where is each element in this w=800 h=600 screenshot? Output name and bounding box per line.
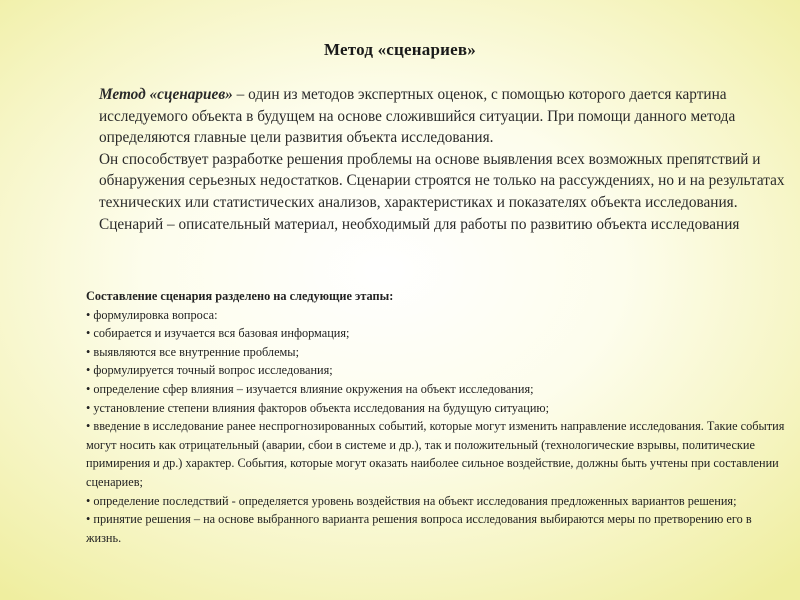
bullet-icon: •	[86, 326, 91, 341]
stage-text: определение последствий - определяется уровень воздействия на объект исследования предложенных вариантов решения;	[93, 493, 737, 508]
stage-item	[86, 324, 786, 343]
slide-title: Метод «сценариев»	[324, 40, 476, 59]
bullet-icon: •	[86, 363, 91, 378]
stage-item	[86, 361, 786, 380]
stage-text: формулировка вопроса:	[93, 307, 218, 322]
definition-text: – один из методов экспертных оценок, с помощью которого дается картина исследуемого объекта в будущем на основе сложившийся ситуации. При помощи данного метода определяются главные цели развития объекта исследования.	[99, 86, 736, 147]
stage-text: определение сфер влияния – изучается влияние окружения на объект исследования;	[93, 381, 534, 396]
stages-heading: Составление сценария разделено на следующие этапы:	[86, 289, 394, 303]
stages-block	[86, 287, 786, 547]
bullet-icon: •	[86, 381, 91, 396]
bullet-icon: •	[86, 400, 91, 415]
bullet-icon: •	[86, 419, 91, 434]
definition-paragraph-1	[99, 84, 789, 149]
bullet-icon: •	[86, 307, 91, 322]
definition-paragraph-3: Сценарий – описательный материал, необходимый для работы по развитию объекта исследования	[99, 215, 740, 233]
stage-item	[86, 306, 786, 325]
bullet-icon: •	[86, 512, 91, 527]
stage-text: формулируется точный вопрос исследования;	[93, 363, 333, 378]
definition-paragraph-2: Он способствует разработке решения проблемы на основе выявления всех возможных препятствий и обнаружения серьезных недостатков. Сценарии строятся не только на рассуждениях, но и на результатах технических или статистических анализов, характеристиках и показателях объекта исследования.	[99, 150, 785, 211]
stage-text: введение в исследование ранее неспрогнозированных событий, которые могут изменить направление исследования. Такие события могут носить как отрицательный (аварии, сбои в системе и др.), так и положительный (технологические взрывы, политические примирения и др.) характер. События, которые могут оказать наиболее сильное воздействие, должны быть учтены при составлении сценариев;	[86, 419, 785, 489]
stage-item	[86, 399, 786, 418]
definition-block	[99, 84, 789, 235]
stage-text: собирается и изучается вся базовая информация;	[93, 326, 350, 341]
bullet-icon: •	[86, 344, 91, 359]
stages-list	[86, 306, 786, 548]
stage-item	[86, 492, 786, 511]
stage-item	[86, 343, 786, 362]
stage-item	[86, 417, 786, 491]
bullet-icon: •	[86, 493, 91, 508]
stage-item	[86, 510, 786, 547]
stage-text: принятие решения – на основе выбранного варианта решения вопроса исследования выбираются меры по претворению его в жизнь.	[86, 512, 752, 545]
definition-term: Метод «сценариев»	[99, 86, 233, 103]
stage-text: выявляются все внутренние проблемы;	[93, 344, 299, 359]
stage-item	[86, 380, 786, 399]
stage-text: установление степени влияния факторов объекта исследования на будущую ситуацию;	[93, 400, 550, 415]
